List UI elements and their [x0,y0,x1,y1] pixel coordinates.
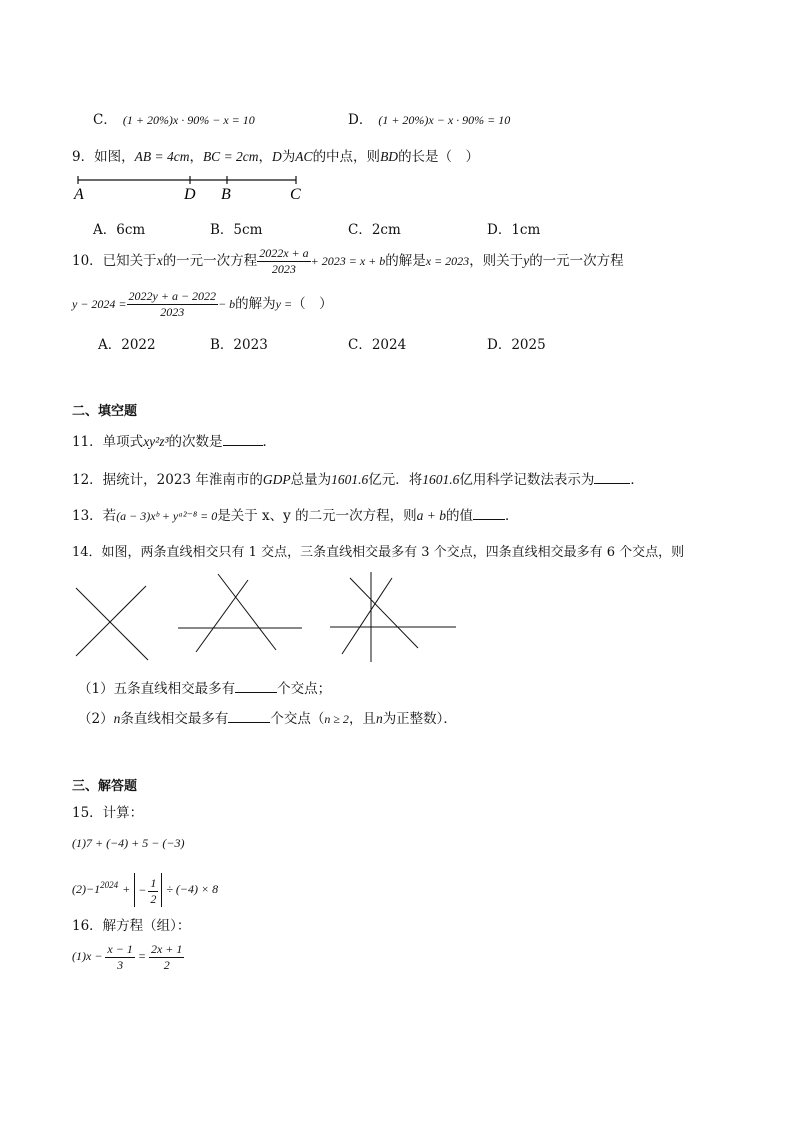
section-title-fill-in: 二、填空题 [72,404,138,419]
math-symbol: y [523,253,530,268]
math-expression: y = [275,297,293,311]
denominator: 2 [150,892,157,906]
figure2-line2 [218,574,276,650]
math-symbol: AC [295,149,313,164]
punctuation: ， [258,149,273,165]
question-text: 10．已知关于 [72,253,157,269]
numerator: 2022x + a [259,246,309,260]
q10-option-d: D．2025 [487,337,546,353]
answer-blank[interactable] [223,445,263,446]
q8-option-d [348,108,510,128]
math-symbol: n [375,711,383,726]
numerator: 2x + 1 [150,941,183,956]
question-text: ，且 [348,711,376,727]
math-expression: y − 2024 = [72,297,127,311]
denominator: 2023 [271,262,296,276]
q9-option-c: C．2cm [348,222,401,238]
math-operator: = [137,949,146,963]
denominator: 2023 [160,305,185,319]
figure1-line2 [76,586,146,656]
question-15-title: 15．计算： [72,805,144,821]
answer-blank[interactable] [235,692,277,693]
q10-option-a: A．2022 [98,337,156,353]
denominator: 2 [163,957,170,972]
point-label-d: D [184,186,196,203]
math-expression: BC = 2cm [202,149,259,164]
numerator: 2022y + a − 2022 [128,289,217,303]
question-14-stem: 14．如图，两条直线相交只有 1 交点，三条直线相交最多有 3 个交点，四条直线相交最多有 6 个交点，则 [72,545,685,560]
math-expression: (2)−1 [72,882,101,896]
math-expression: + 2023 = x + b [310,254,386,268]
denominator: 3 [117,957,124,972]
question-text: 为 [281,149,296,165]
punctuation: ． [630,472,644,488]
number: 1601.6 [331,472,369,487]
question-15-part1: (1)7 + (−4) + 5 − (−3) [72,836,185,850]
fraction [105,942,134,973]
q10-option-c: C．2024 [348,337,407,353]
math-operator: − [138,883,147,898]
question-text: 条直线相交最多有 [120,711,229,727]
number: 1601.6 [422,472,460,487]
segment-figure [70,172,320,204]
math-expression: (1)x − [72,949,103,963]
question-15-part2 [72,868,218,907]
question-9-stem [72,145,479,165]
punctuation: ． [504,508,519,524]
math-symbol: D [272,149,282,164]
question-text: 的次数是 [168,434,223,450]
math-symbol: BD [380,149,399,164]
point-label-c: C [290,186,301,203]
question-16-title: 16．解方程（组）： [72,918,191,934]
q9-option-b: B．5cm [210,222,263,238]
answer-blank[interactable] [473,519,505,520]
option-label: C． [93,112,117,128]
question-text: 12．据统计，2023 年淮南市的 [72,472,263,488]
answer-blank[interactable] [228,722,270,723]
lines-intersection-figure [70,570,470,665]
math-expression: a + b [416,508,446,523]
q9-option-a: A．6cm [93,222,146,238]
figure2-line3 [196,580,248,652]
math-expression: (1 + 20%)x · 90% − x = 10 [122,113,255,127]
q9-option-d: D．1cm [487,222,541,238]
question-text: 为正整数）． [382,711,457,727]
question-11 [72,430,276,450]
math-expression: (a − 3)xᵇ + yᵃ²⁻⁸ = 0 [116,509,218,523]
math-expression: ÷ (−4) × 8 [166,882,219,896]
question-text: 的解为 [235,296,276,312]
numerator: 1 [150,876,157,890]
math-expression: n ≥ 2 [324,712,349,726]
math-expression: AB = 4cm [134,149,190,164]
math-operator: + [122,882,131,896]
question-text: 的值 [445,508,473,524]
question-text: 的一元一次方程 [529,253,624,269]
question-text: （2） [78,711,114,727]
numerator: x − 1 [107,941,133,956]
question-text: （1）五条直线相交最多有 [78,681,236,697]
q8-option-c [93,108,255,128]
punctuation: ． [262,434,277,450]
question-text: 9．如图， [72,149,135,165]
option-label: D． [348,112,373,128]
question-text: 个交点； [277,681,332,697]
question-text: 的一元一次方程 [162,253,258,269]
question-text: 亿用科学记数法表示为 [459,472,595,488]
math-expression: (1 + 20%)x − x · 90% = 10 [378,113,511,127]
exponent: 2024 [100,880,119,890]
point-label-a: A [74,186,84,203]
math-expression: x = 2023 [425,254,470,268]
question-13 [72,504,518,524]
question-10-line2 [72,287,333,321]
question-12 [72,468,644,488]
question-text: 的长是（ ） [398,149,480,165]
fraction [257,246,310,277]
answer-blank[interactable] [594,483,630,484]
q10-option-b: B．2023 [210,337,268,353]
question-text: 是关于 x、y 的二元一次方程，则 [217,508,417,524]
fraction [149,942,184,973]
math-symbol: n [113,711,121,726]
math-expression: − b [218,297,236,311]
punctuation: ， [189,149,203,165]
figure1-line1 [76,588,148,660]
question-text: （ ） [292,296,333,312]
question-text: 亿元．将 [368,472,423,488]
question-text: ，则关于 [469,253,524,269]
question-16-part1 [72,938,184,974]
question-14-sub2 [78,707,457,727]
question-text: 的中点，则 [312,149,381,165]
question-text: 总量为 [290,472,332,488]
figure3-line4 [342,578,392,654]
math-expression: xy²z³ [143,434,169,449]
question-14-sub1 [78,677,331,697]
point-label-b: B [221,186,231,203]
figure3-line3 [350,578,418,648]
question-text: 13．若 [72,508,117,524]
math-symbol: x [156,253,163,268]
fraction [148,876,158,907]
fraction [127,289,219,320]
section-title-solve: 三、解答题 [72,779,138,794]
question-text: 个交点（ [270,711,325,727]
math-symbol: GDP [262,472,291,487]
question-text: 的解是 [385,253,426,269]
question-10-line1 [72,244,624,278]
absolute-value [134,873,162,907]
question-text: 11．单项式 [72,434,144,450]
